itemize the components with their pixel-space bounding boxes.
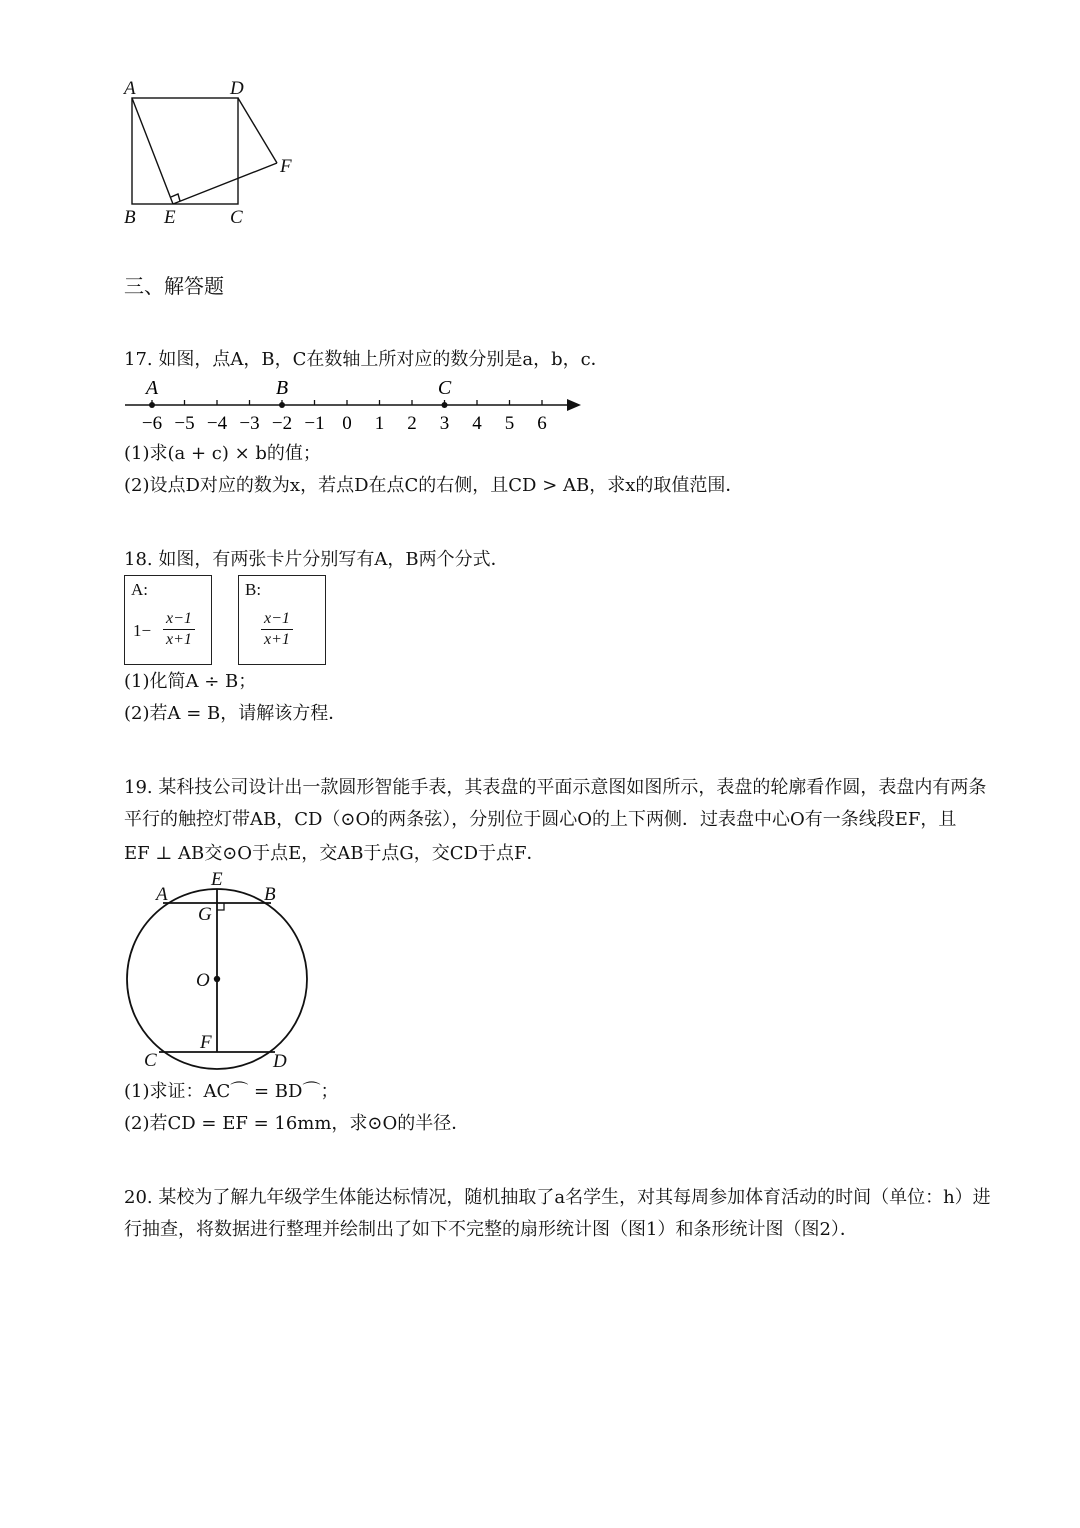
point-label-A: A	[145, 377, 159, 399]
label-F: F	[200, 1032, 212, 1053]
point-C	[442, 402, 448, 408]
card-A-numerator: x−1	[166, 610, 192, 627]
label-E: E	[164, 207, 176, 228]
card-B	[238, 575, 326, 665]
label-B: B	[124, 207, 136, 228]
tick-label: 5	[504, 413, 515, 434]
tick-label: −2	[271, 413, 293, 434]
tick-label: −4	[206, 413, 228, 434]
tick-label: 3	[439, 413, 450, 434]
point-B	[279, 402, 285, 408]
label-F: F	[280, 156, 292, 177]
tick-label: 0	[342, 413, 352, 434]
card-A-label: A:	[131, 580, 148, 599]
q19-line3: EF ⊥ AB交⊙O于点E，交AB于点G，交CD于点F．	[124, 843, 545, 864]
q19-line1: 19. 某科技公司设计出一款圆形智能手表，其表盘的平面示意图如图所示，表盘的轮廓看作圆，表盘内有两条	[124, 777, 987, 798]
card-A	[124, 575, 212, 665]
tick-label: 4	[472, 413, 482, 434]
tick-label: −1	[304, 413, 325, 434]
tick-label: −6	[141, 413, 163, 434]
number-line	[115, 372, 595, 438]
card-B-label: B:	[245, 580, 262, 599]
q19-part2: (2)若CD = EF = 16mm，求⊙O的半径．	[124, 1113, 470, 1134]
tick-label: 2	[407, 413, 417, 434]
q19-line2: 平行的触控灯带AB，CD（⊙O的两条弦），分别位于圆心O的上下两侧．过表盘中心O有一条线段EF，且	[124, 809, 957, 830]
point-label-B: B	[275, 377, 289, 399]
q18-part2: (2)若A = B，请解该方程．	[124, 703, 347, 724]
q17-part2: (2)设点D对应的数为x，若点D在点C的右侧，且CD > AB，求x的取值范围．	[124, 475, 744, 496]
card-B-numerator: x−1	[264, 610, 290, 627]
section-title: 三、解答题	[124, 274, 224, 298]
q20-line1: 20. 某校为了解九年级学生体能达标情况，随机抽取了a名学生，对其每周参加体育活动的时间（单位：h）进	[124, 1187, 991, 1208]
q19-part1: (1)求证：AC⌒ = BD⌒；	[124, 1081, 339, 1102]
card-A-denominator: x+1	[166, 631, 192, 648]
point-label-C: C	[437, 377, 452, 399]
q17-stem: 17. 如图，点A，B，C在数轴上所对应的数分别是a，b，c．	[124, 349, 609, 370]
point-A	[149, 402, 155, 408]
q20-line2: 行抽查，将数据进行整理并绘制出了如下不完整的扇形统计图（图1）和条形统计图（图2）．	[124, 1219, 858, 1240]
card-B-denominator: x+1	[264, 631, 290, 648]
label-C: C	[144, 1050, 157, 1071]
label-D: D	[273, 1051, 287, 1072]
label-O: O	[196, 970, 210, 991]
label-A: A	[124, 78, 136, 99]
label-E: E	[211, 869, 223, 890]
card-A-prefix: 1−	[133, 621, 152, 640]
label-D: D	[230, 78, 244, 99]
tick-label: 1	[374, 413, 385, 434]
label-C: C	[230, 207, 243, 228]
card-A-fraction	[163, 610, 195, 649]
square-figure	[110, 70, 310, 235]
circle-figure	[110, 866, 330, 1076]
label-G: G	[198, 904, 212, 925]
label-B: B	[264, 884, 276, 905]
tick-label: −3	[239, 413, 260, 434]
tick-label: 6	[537, 413, 547, 434]
q18-part1: (1)化简A ÷ B；	[124, 671, 257, 692]
label-A: A	[156, 884, 168, 905]
card-B-fraction	[261, 610, 293, 649]
q18-stem: 18. 如图，有两张卡片分别写有A，B两个分式．	[124, 549, 509, 570]
q17-part1: (1)求(a + c) × b的值；	[124, 443, 321, 464]
tick-label: −5	[174, 413, 195, 434]
